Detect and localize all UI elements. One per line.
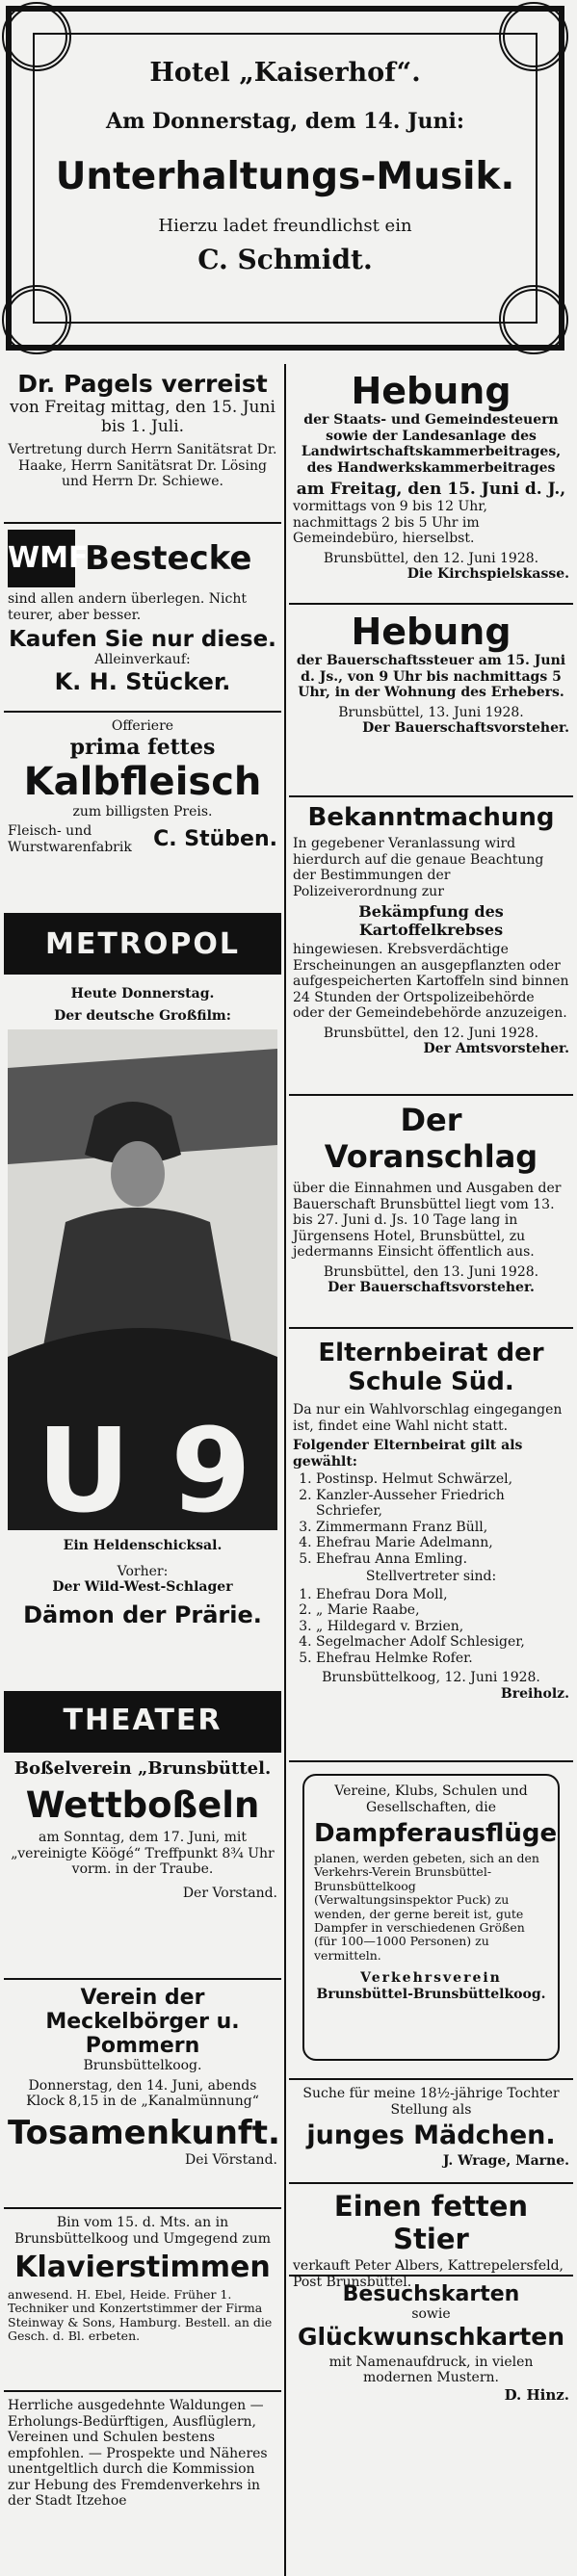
member-item: 1. Postinsp. Helmut Schwärzel,: [316, 1471, 569, 1488]
maedchen-sign: J. Wrage, Marne.: [442, 2153, 569, 2170]
dampfer-sign2: Brunsbüttel-Brunsbüttelkoog.: [316, 1986, 546, 2002]
eltern-title: Elternbeirat der Schule Süd.: [318, 1339, 544, 1396]
bestecke-slogan: Kaufen Sie nur diese.: [9, 627, 276, 653]
bestecke-ad: [4, 524, 281, 713]
kalb-price: zum billigsten Preis.: [72, 803, 213, 820]
maedchen-text: Suche für meine 18½-jährige Tochter Stellung als: [302, 2086, 560, 2118]
eltern-deputy-label: Stellvertreter sind:: [365, 1569, 497, 1585]
deputy-item: 4. Segelmacher Adolf Schlesiger,: [316, 1634, 569, 1651]
eltern-members: [293, 1471, 569, 1567]
bekannt-place: Brunsbüttel, den 12. Juni 1928.: [323, 1025, 539, 1041]
bekannt-bold: Bekämpfung des Kartoffelkrebses: [358, 902, 504, 940]
metropol-theater: THEATER: [4, 1691, 281, 1751]
hebung1-sign: Die Kirchspielskasse.: [407, 566, 569, 583]
itzehoe-text: Herrliche ausgedehnte Waldungen — Erholungs-Bedürftigen, Ausflüglern, Vereinen und Schulen bestens empfohlen. — Prospekte und Näheres unentgeltlich durch die Kommission zur Hebung des Fremdenverkehrs in der Stadt Itzehoe: [8, 2398, 268, 2510]
meckl-big: Tosamenkunft.: [8, 2113, 280, 2152]
meckl-place: Brunsbüttelkoog.: [83, 2058, 202, 2073]
meckl-sign: Dei Vörstand.: [185, 2151, 277, 2168]
hotel-ad-content: [50, 58, 520, 275]
eltern-text: Da nur ein Wahlvorschlag eingegangen ist, findet eine Wahl nicht statt.: [293, 1402, 563, 1434]
meckl-title: Verein der Meckelbörger u. Pommern: [45, 1986, 240, 2058]
bosseln-sign: Der Vorstand.: [182, 1885, 277, 1901]
deputy-item: 5. Ehefrau Helmke Rofer.: [316, 1651, 569, 1667]
corner-ornament: [499, 285, 568, 354]
bosseln-ad: [4, 1753, 281, 1980]
eltern-place: Brunsbüttelkoog, 12. Juni 1928.: [322, 1670, 540, 1686]
hotel-date: Am Donnerstag, dem 14. Juni:: [106, 109, 464, 134]
hebung2-title: Hebung: [351, 611, 511, 653]
elternbeirat-ad: [289, 1329, 573, 1762]
hebung1-title: Hebung: [351, 370, 511, 412]
pagels-text: Vertretung durch Herrn Sanitätsrat Dr. Haake, Herrn Sanitätsrat Dr. Lösing und Herrn Dr. Schiewe.: [8, 442, 277, 490]
bekannt-text: In gegebener Veranlassung wird hierdurch auf die genaue Beachtung der Bestimmungen der Polizeiverordnung zur: [293, 836, 544, 899]
member-item: 5. Ehefrau Anna Emling.: [316, 1551, 569, 1568]
metropol-today: Heute Donnerstag.: [70, 986, 215, 1002]
stier-text: verkauft Peter Albers, Kattrepelersfeld, Post Brunsbüttel.: [293, 2258, 564, 2290]
voranschlag-sign: Der Bauerschaftsvorsteher.: [328, 1280, 535, 1296]
eltern-text2: Folgender Elternbeirat gilt als gewählt:: [293, 1438, 523, 1470]
metropol-pre-film: Der Wild-West-Schlager: [52, 1579, 233, 1596]
karten-sign: D. Hinz.: [504, 2385, 569, 2404]
dampfer-ad: [289, 1762, 573, 2080]
karten-title2: Glückwunschkarten: [297, 2322, 565, 2351]
left-column: [4, 364, 281, 2573]
member-item: 4. Ehefrau Marie Adelmann,: [316, 1535, 569, 1551]
bekannt-sign: Der Amtsvorsteher.: [423, 1041, 569, 1057]
eltern-deputies: [293, 1587, 569, 1667]
column-divider: [284, 364, 286, 2576]
hebung1-place: Brunsbüttel, den 12. Juni 1928.: [323, 550, 539, 566]
voranschlag-title: Der Voranschlag: [324, 1102, 538, 1175]
member-item: 3. Zimmermann Franz Büll,: [316, 1520, 569, 1536]
klavier-body: anwesend. H. Ebel, Heide. Früher 1. Techniker und Konzertstimmer der Firma Steinway & Sons, Hamburg. Bestell. an die Gesch. d. Bl. erbeten.: [8, 2287, 273, 2344]
hebung1-date: am Freitag, den 15. Juni d. J.,: [296, 480, 566, 500]
stier-ad: [289, 2184, 573, 2290]
mecklenburg-ad: [4, 1980, 281, 2209]
u9-title: U 9: [37, 1405, 251, 1540]
bekannt-text2: hingewiesen. Krebsverdächtige Erscheinungen an ausgepflanzten oder aufgespeicherten Kartoffeln sind binnen 24 Stunden der Ortspolizeibehörde oder der Gemeindebehörde anzuzeigen.: [293, 942, 569, 1022]
klavier-text: Bin vom 15. d. Mts. an in Brunsbüttelkoog und Umgegend zum: [13, 2215, 272, 2247]
kalb-quality: prima fettes: [69, 734, 216, 760]
dampfer-sign1: Verkehrsverein: [360, 1970, 502, 1987]
bestecke-sole: Alleinverkauf:: [94, 652, 191, 668]
kalb-owner: C. Stüben.: [153, 827, 277, 852]
bosseln-club: Boßelverein „Brunsbüttel.: [13, 1758, 272, 1779]
meckl-text: Donnerstag, den 14. Juni, abends Klock 8,15 in de „Kanalmünnung“: [26, 2077, 259, 2110]
metropol-pre-title: Dämon der Prärie.: [23, 1600, 262, 1628]
karten-ad: [289, 2277, 573, 2479]
hebung2-text: der Bauerschaftssteuer am 15. Juni d. Js., von 9 Uhr bis nachmittags 5 Uhr, in der Wohnung des Erhebers.: [296, 653, 566, 701]
hotel-host: C. Schmidt.: [197, 244, 373, 275]
pagels-ad: [4, 364, 281, 524]
bekannt-title: Bekanntmachung: [307, 803, 555, 832]
dampfer-text: planen, werden gebeten, sich an den Verkehrs-Verein Brunsbüttel-Brunsbüttelkoog (Verwaltungsinspektor Puck) zu wenden, der gerne bereit ist, gute Dampfer in verschiedenen Größen (für 100—1000 Personen) zu vermitteln.: [314, 1851, 539, 1963]
bosseln-text: am Sonntag, dem 17. Juni, mit „vereinigte Köögé“ Treffpunkt 8¾ Uhr vorm. in der Traube.: [11, 1830, 275, 1878]
kalb-title: Kalbfleisch: [23, 759, 262, 804]
dampfer-intro: Vereine, Klubs, Schulen und Gesellschaften, die: [334, 1783, 528, 1815]
maedchen-ad: [289, 2080, 573, 2184]
eltern-sign: Breiholz.: [500, 1685, 569, 1702]
wmf-logo: WMF: [8, 530, 75, 587]
bestecke-seller: K. H. Stücker.: [54, 667, 231, 695]
deputy-item: 3. „ Hildegard v. Brzien,: [316, 1619, 569, 1635]
bekanntmachung-ad: [289, 797, 573, 1096]
bosseln-title: Wettboßeln: [25, 1784, 260, 1826]
karten-title: Besuchskarten: [342, 2282, 520, 2306]
itzehoe-ad: [4, 2392, 281, 2573]
kalbfleisch-ad: [4, 713, 281, 915]
karten-mid: sowie: [411, 2306, 451, 2322]
hotel-invite: Hierzu ladet freundlichst ein: [158, 216, 412, 236]
kalb-offer: Offeriere: [111, 718, 174, 734]
metropol-name: METROPOL: [4, 915, 281, 975]
stier-title: Einen fetten Stier: [333, 2190, 529, 2255]
bestecke-text: sind allen andern überlegen. Nicht teurer, aber besser.: [8, 591, 248, 623]
pagels-title: Dr. Pagels verreist: [17, 370, 268, 398]
metropol-ad: [4, 915, 281, 1753]
hotel-title: Hotel „Kaiserhof“.: [149, 58, 421, 88]
deputy-item: 2. „ Marie Raabe,: [316, 1602, 569, 1619]
hotel-headline: Unterhaltungs-Musik.: [55, 155, 515, 198]
hotel-ad: [6, 6, 564, 351]
metropol-pre: Vorher:: [117, 1563, 169, 1579]
hebung1-time: vormittags von 9 bis 12 Uhr, nachmittags 2 bis 5 Uhr im Gemeindebüro, hierselbst.: [293, 499, 487, 547]
hebung2-sign: Der Bauerschaftsvorsteher.: [362, 720, 569, 737]
voranschlag-ad: [289, 1096, 573, 1329]
right-column: [289, 364, 573, 2479]
bestecke-title: Bestecke: [85, 539, 252, 578]
pagels-period: von Freitag mittag, den 15. Juni bis 1. Juli.: [10, 398, 275, 436]
dampfer-title: Dampferausflüge: [314, 1819, 558, 1849]
corner-ornament: [2, 285, 71, 354]
maedchen-title: junges Mädchen.: [306, 2121, 556, 2151]
dampfer-box: [302, 1774, 560, 2061]
deputy-item: 1. Ehefrau Dora Moll,: [316, 1587, 569, 1603]
kalb-shop: Fleisch- und Wurstwarenfabrik: [8, 823, 132, 855]
member-item: 2. Kanzler-Ausseher Friedrich Schriefer,: [316, 1488, 569, 1520]
klavier-title: Klavierstimmen: [14, 2251, 271, 2285]
hebung2-ad: [289, 605, 573, 797]
voranschlag-text: über die Einnahmen und Ausgaben der Bauerschaft Brunsbüttel liegt vom 13. bis 27. Juni d. Js. 10 Tage lang in Jürgensens Hotel, Brunsbüttel, zu jedermanns Einsicht öffentlich aus.: [293, 1181, 562, 1261]
u9-film-illustration: [4, 1029, 281, 1540]
metropol-tagline: Ein Heldenschicksal.: [63, 1538, 223, 1554]
hebung1-ad: [289, 364, 573, 605]
metropol-film-intro: Der deutsche Großfilm:: [54, 1007, 231, 1024]
voranschlag-place: Brunsbüttel, den 13. Juni 1928.: [323, 1263, 539, 1280]
klavier-ad: [4, 2209, 281, 2392]
hebung1-text: der Staats- und Gemeindesteuern sowie der Landesanlage des Landwirtschaftskammerbeitrages, des Handwerkskammerbeitrages: [301, 412, 562, 476]
hebung2-place: Brunsbüttel, 13. Juni 1928.: [338, 704, 524, 720]
karten-text: mit Namenaufdruck, in vielen modernen Mustern.: [328, 2354, 534, 2386]
